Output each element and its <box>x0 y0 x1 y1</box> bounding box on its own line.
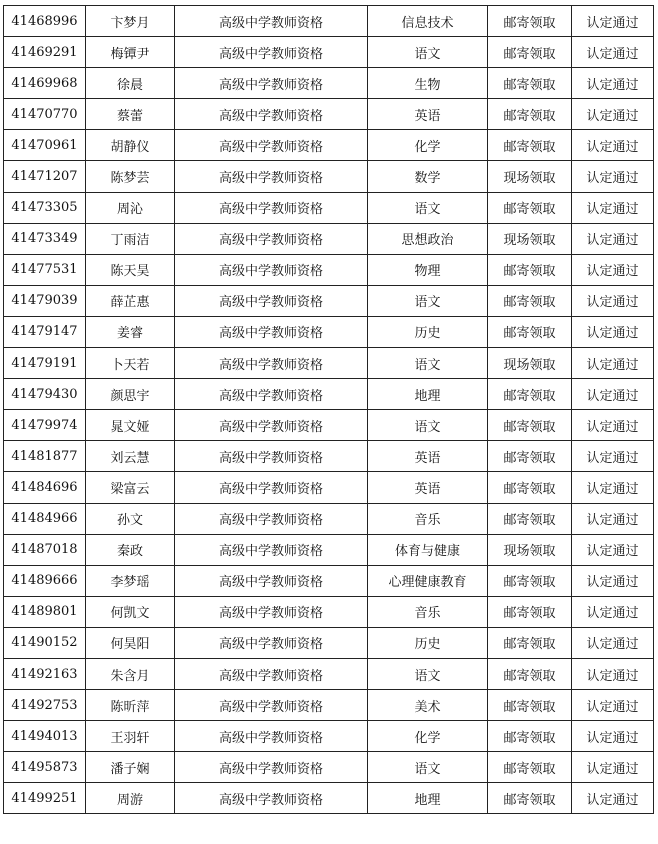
qualification-cell: 高级中学教师资格 <box>175 161 368 192</box>
table-row <box>4 379 654 410</box>
certification-table <box>3 5 654 814</box>
collection-method-cell: 邮寄领取 <box>488 316 572 347</box>
applicant-name-cell: 徐晨 <box>86 68 175 99</box>
qualification-cell: 高级中学教师资格 <box>175 316 368 347</box>
subject-cell: 语文 <box>368 658 488 689</box>
table-row <box>4 37 654 68</box>
qualification-cell: 高级中学教师资格 <box>175 410 368 441</box>
qualification-cell: 高级中学教师资格 <box>175 130 368 161</box>
qualification-cell: 高级中学教师资格 <box>175 99 368 130</box>
collection-method-cell: 现场领取 <box>488 161 572 192</box>
subject-cell: 音乐 <box>368 596 488 627</box>
applicant-name-cell: 薛芷惠 <box>86 285 175 316</box>
applicant-name-cell: 陈梦芸 <box>86 161 175 192</box>
applicant-id-cell: 41489801 <box>4 596 86 627</box>
applicant-name-cell: 何凯文 <box>86 596 175 627</box>
collection-method-cell: 邮寄领取 <box>488 6 572 37</box>
applicant-id-cell: 41484966 <box>4 503 86 534</box>
applicant-name-cell: 丁雨洁 <box>86 223 175 254</box>
subject-cell: 化学 <box>368 721 488 752</box>
applicant-id-cell: 41492753 <box>4 690 86 721</box>
collection-method-cell: 邮寄领取 <box>488 37 572 68</box>
applicant-id-cell: 41473349 <box>4 223 86 254</box>
status-cell: 认定通过 <box>572 223 654 254</box>
applicant-id-cell: 41479430 <box>4 379 86 410</box>
table-row <box>4 783 654 814</box>
subject-cell: 心理健康教育 <box>368 565 488 596</box>
status-cell: 认定通过 <box>572 783 654 814</box>
collection-method-cell: 邮寄领取 <box>488 254 572 285</box>
collection-method-cell: 邮寄领取 <box>488 99 572 130</box>
applicant-id-cell: 41492163 <box>4 658 86 689</box>
table-row <box>4 410 654 441</box>
applicant-id-cell: 41471207 <box>4 161 86 192</box>
status-cell: 认定通过 <box>572 161 654 192</box>
subject-cell: 思想政治 <box>368 223 488 254</box>
applicant-name-cell: 卜天若 <box>86 348 175 379</box>
table-row <box>4 68 654 99</box>
subject-cell: 体育与健康 <box>368 534 488 565</box>
subject-cell: 数学 <box>368 161 488 192</box>
status-cell: 认定通过 <box>572 254 654 285</box>
subject-cell: 语文 <box>368 410 488 441</box>
applicant-id-cell: 41490152 <box>4 627 86 658</box>
table-row <box>4 565 654 596</box>
applicant-name-cell: 孙文 <box>86 503 175 534</box>
applicant-name-cell: 蔡蕾 <box>86 99 175 130</box>
applicant-name-cell: 朱含月 <box>86 658 175 689</box>
table-row <box>4 192 654 223</box>
applicant-id-cell: 41477531 <box>4 254 86 285</box>
status-cell: 认定通过 <box>572 285 654 316</box>
applicant-id-cell: 41479191 <box>4 348 86 379</box>
collection-method-cell: 邮寄领取 <box>488 565 572 596</box>
applicant-name-cell: 何昊阳 <box>86 627 175 658</box>
qualification-cell: 高级中学教师资格 <box>175 627 368 658</box>
table-row <box>4 223 654 254</box>
status-cell: 认定通过 <box>572 192 654 223</box>
collection-method-cell: 邮寄领取 <box>488 596 572 627</box>
applicant-name-cell: 陈昕萍 <box>86 690 175 721</box>
status-cell: 认定通过 <box>572 690 654 721</box>
subject-cell: 美术 <box>368 690 488 721</box>
table-body <box>4 6 654 814</box>
collection-method-cell: 现场领取 <box>488 348 572 379</box>
status-cell: 认定通过 <box>572 627 654 658</box>
qualification-cell: 高级中学教师资格 <box>175 534 368 565</box>
subject-cell: 信息技术 <box>368 6 488 37</box>
status-cell: 认定通过 <box>572 658 654 689</box>
table-row <box>4 721 654 752</box>
subject-cell: 地理 <box>368 379 488 410</box>
subject-cell: 语文 <box>368 285 488 316</box>
applicant-id-cell: 41473305 <box>4 192 86 223</box>
applicant-id-cell: 41494013 <box>4 721 86 752</box>
applicant-id-cell: 41469968 <box>4 68 86 99</box>
collection-method-cell: 邮寄领取 <box>488 410 572 441</box>
subject-cell: 英语 <box>368 472 488 503</box>
table-row <box>4 658 654 689</box>
table-row <box>4 534 654 565</box>
subject-cell: 音乐 <box>368 503 488 534</box>
collection-method-cell: 现场领取 <box>488 223 572 254</box>
applicant-name-cell: 王羽轩 <box>86 721 175 752</box>
applicant-name-cell: 晁文娅 <box>86 410 175 441</box>
qualification-cell: 高级中学教师资格 <box>175 254 368 285</box>
subject-cell: 地理 <box>368 783 488 814</box>
qualification-cell: 高级中学教师资格 <box>175 690 368 721</box>
collection-method-cell: 邮寄领取 <box>488 690 572 721</box>
collection-method-cell: 现场领取 <box>488 534 572 565</box>
table-row <box>4 752 654 783</box>
table-row <box>4 99 654 130</box>
qualification-cell: 高级中学教师资格 <box>175 565 368 596</box>
table-row <box>4 254 654 285</box>
subject-cell: 语文 <box>368 348 488 379</box>
qualification-cell: 高级中学教师资格 <box>175 752 368 783</box>
applicant-name-cell: 潘子娴 <box>86 752 175 783</box>
collection-method-cell: 邮寄领取 <box>488 752 572 783</box>
applicant-name-cell: 李梦瑶 <box>86 565 175 596</box>
applicant-id-cell: 41470770 <box>4 99 86 130</box>
qualification-cell: 高级中学教师资格 <box>175 223 368 254</box>
applicant-name-cell: 卞梦月 <box>86 6 175 37</box>
status-cell: 认定通过 <box>572 348 654 379</box>
table-row <box>4 472 654 503</box>
status-cell: 认定通过 <box>572 503 654 534</box>
table-row <box>4 690 654 721</box>
applicant-id-cell: 41479974 <box>4 410 86 441</box>
table-row <box>4 285 654 316</box>
applicant-name-cell: 陈天昊 <box>86 254 175 285</box>
applicant-name-cell: 姜睿 <box>86 316 175 347</box>
collection-method-cell: 邮寄领取 <box>488 285 572 316</box>
collection-method-cell: 邮寄领取 <box>488 68 572 99</box>
qualification-cell: 高级中学教师资格 <box>175 472 368 503</box>
qualification-cell: 高级中学教师资格 <box>175 37 368 68</box>
subject-cell: 化学 <box>368 130 488 161</box>
qualification-cell: 高级中学教师资格 <box>175 783 368 814</box>
table-row <box>4 130 654 161</box>
subject-cell: 语文 <box>368 752 488 783</box>
applicant-name-cell: 梁富云 <box>86 472 175 503</box>
status-cell: 认定通过 <box>572 37 654 68</box>
qualification-cell: 高级中学教师资格 <box>175 503 368 534</box>
table-row <box>4 627 654 658</box>
table-row <box>4 596 654 627</box>
status-cell: 认定通过 <box>572 68 654 99</box>
collection-method-cell: 邮寄领取 <box>488 130 572 161</box>
collection-method-cell: 邮寄领取 <box>488 658 572 689</box>
status-cell: 认定通过 <box>572 99 654 130</box>
applicant-id-cell: 41489666 <box>4 565 86 596</box>
subject-cell: 历史 <box>368 627 488 658</box>
qualification-cell: 高级中学教师资格 <box>175 721 368 752</box>
applicant-id-cell: 41469291 <box>4 37 86 68</box>
status-cell: 认定通过 <box>572 596 654 627</box>
qualification-cell: 高级中学教师资格 <box>175 348 368 379</box>
status-cell: 认定通过 <box>572 410 654 441</box>
applicant-name-cell: 秦政 <box>86 534 175 565</box>
status-cell: 认定通过 <box>572 6 654 37</box>
applicant-id-cell: 41479147 <box>4 316 86 347</box>
status-cell: 认定通过 <box>572 316 654 347</box>
qualification-cell: 高级中学教师资格 <box>175 6 368 37</box>
applicant-name-cell: 颜思宇 <box>86 379 175 410</box>
qualification-cell: 高级中学教师资格 <box>175 441 368 472</box>
collection-method-cell: 邮寄领取 <box>488 721 572 752</box>
subject-cell: 物理 <box>368 254 488 285</box>
status-cell: 认定通过 <box>572 721 654 752</box>
applicant-id-cell: 41470961 <box>4 130 86 161</box>
applicant-id-cell: 41479039 <box>4 285 86 316</box>
status-cell: 认定通过 <box>572 130 654 161</box>
collection-method-cell: 邮寄领取 <box>488 627 572 658</box>
collection-method-cell: 邮寄领取 <box>488 472 572 503</box>
applicant-name-cell: 梅镡尹 <box>86 37 175 68</box>
qualification-cell: 高级中学教师资格 <box>175 658 368 689</box>
status-cell: 认定通过 <box>572 472 654 503</box>
status-cell: 认定通过 <box>572 379 654 410</box>
applicant-id-cell: 41468996 <box>4 6 86 37</box>
collection-method-cell: 邮寄领取 <box>488 783 572 814</box>
qualification-cell: 高级中学教师资格 <box>175 379 368 410</box>
applicant-id-cell: 41499251 <box>4 783 86 814</box>
table-row <box>4 161 654 192</box>
qualification-cell: 高级中学教师资格 <box>175 68 368 99</box>
status-cell: 认定通过 <box>572 441 654 472</box>
table-row <box>4 503 654 534</box>
applicant-id-cell: 41481877 <box>4 441 86 472</box>
applicant-name-cell: 刘云慧 <box>86 441 175 472</box>
applicant-name-cell: 周游 <box>86 783 175 814</box>
applicant-id-cell: 41487018 <box>4 534 86 565</box>
collection-method-cell: 邮寄领取 <box>488 441 572 472</box>
certification-table-container <box>3 5 654 814</box>
qualification-cell: 高级中学教师资格 <box>175 285 368 316</box>
collection-method-cell: 邮寄领取 <box>488 503 572 534</box>
table-row <box>4 441 654 472</box>
subject-cell: 生物 <box>368 68 488 99</box>
subject-cell: 英语 <box>368 441 488 472</box>
subject-cell: 历史 <box>368 316 488 347</box>
qualification-cell: 高级中学教师资格 <box>175 596 368 627</box>
collection-method-cell: 邮寄领取 <box>488 379 572 410</box>
table-row <box>4 348 654 379</box>
applicant-id-cell: 41484696 <box>4 472 86 503</box>
table-row <box>4 6 654 37</box>
applicant-name-cell: 胡静仪 <box>86 130 175 161</box>
status-cell: 认定通过 <box>572 565 654 596</box>
status-cell: 认定通过 <box>572 534 654 565</box>
table-row <box>4 316 654 347</box>
applicant-id-cell: 41495873 <box>4 752 86 783</box>
subject-cell: 英语 <box>368 99 488 130</box>
qualification-cell: 高级中学教师资格 <box>175 192 368 223</box>
subject-cell: 语文 <box>368 192 488 223</box>
subject-cell: 语文 <box>368 37 488 68</box>
collection-method-cell: 邮寄领取 <box>488 192 572 223</box>
status-cell: 认定通过 <box>572 752 654 783</box>
applicant-name-cell: 周沁 <box>86 192 175 223</box>
